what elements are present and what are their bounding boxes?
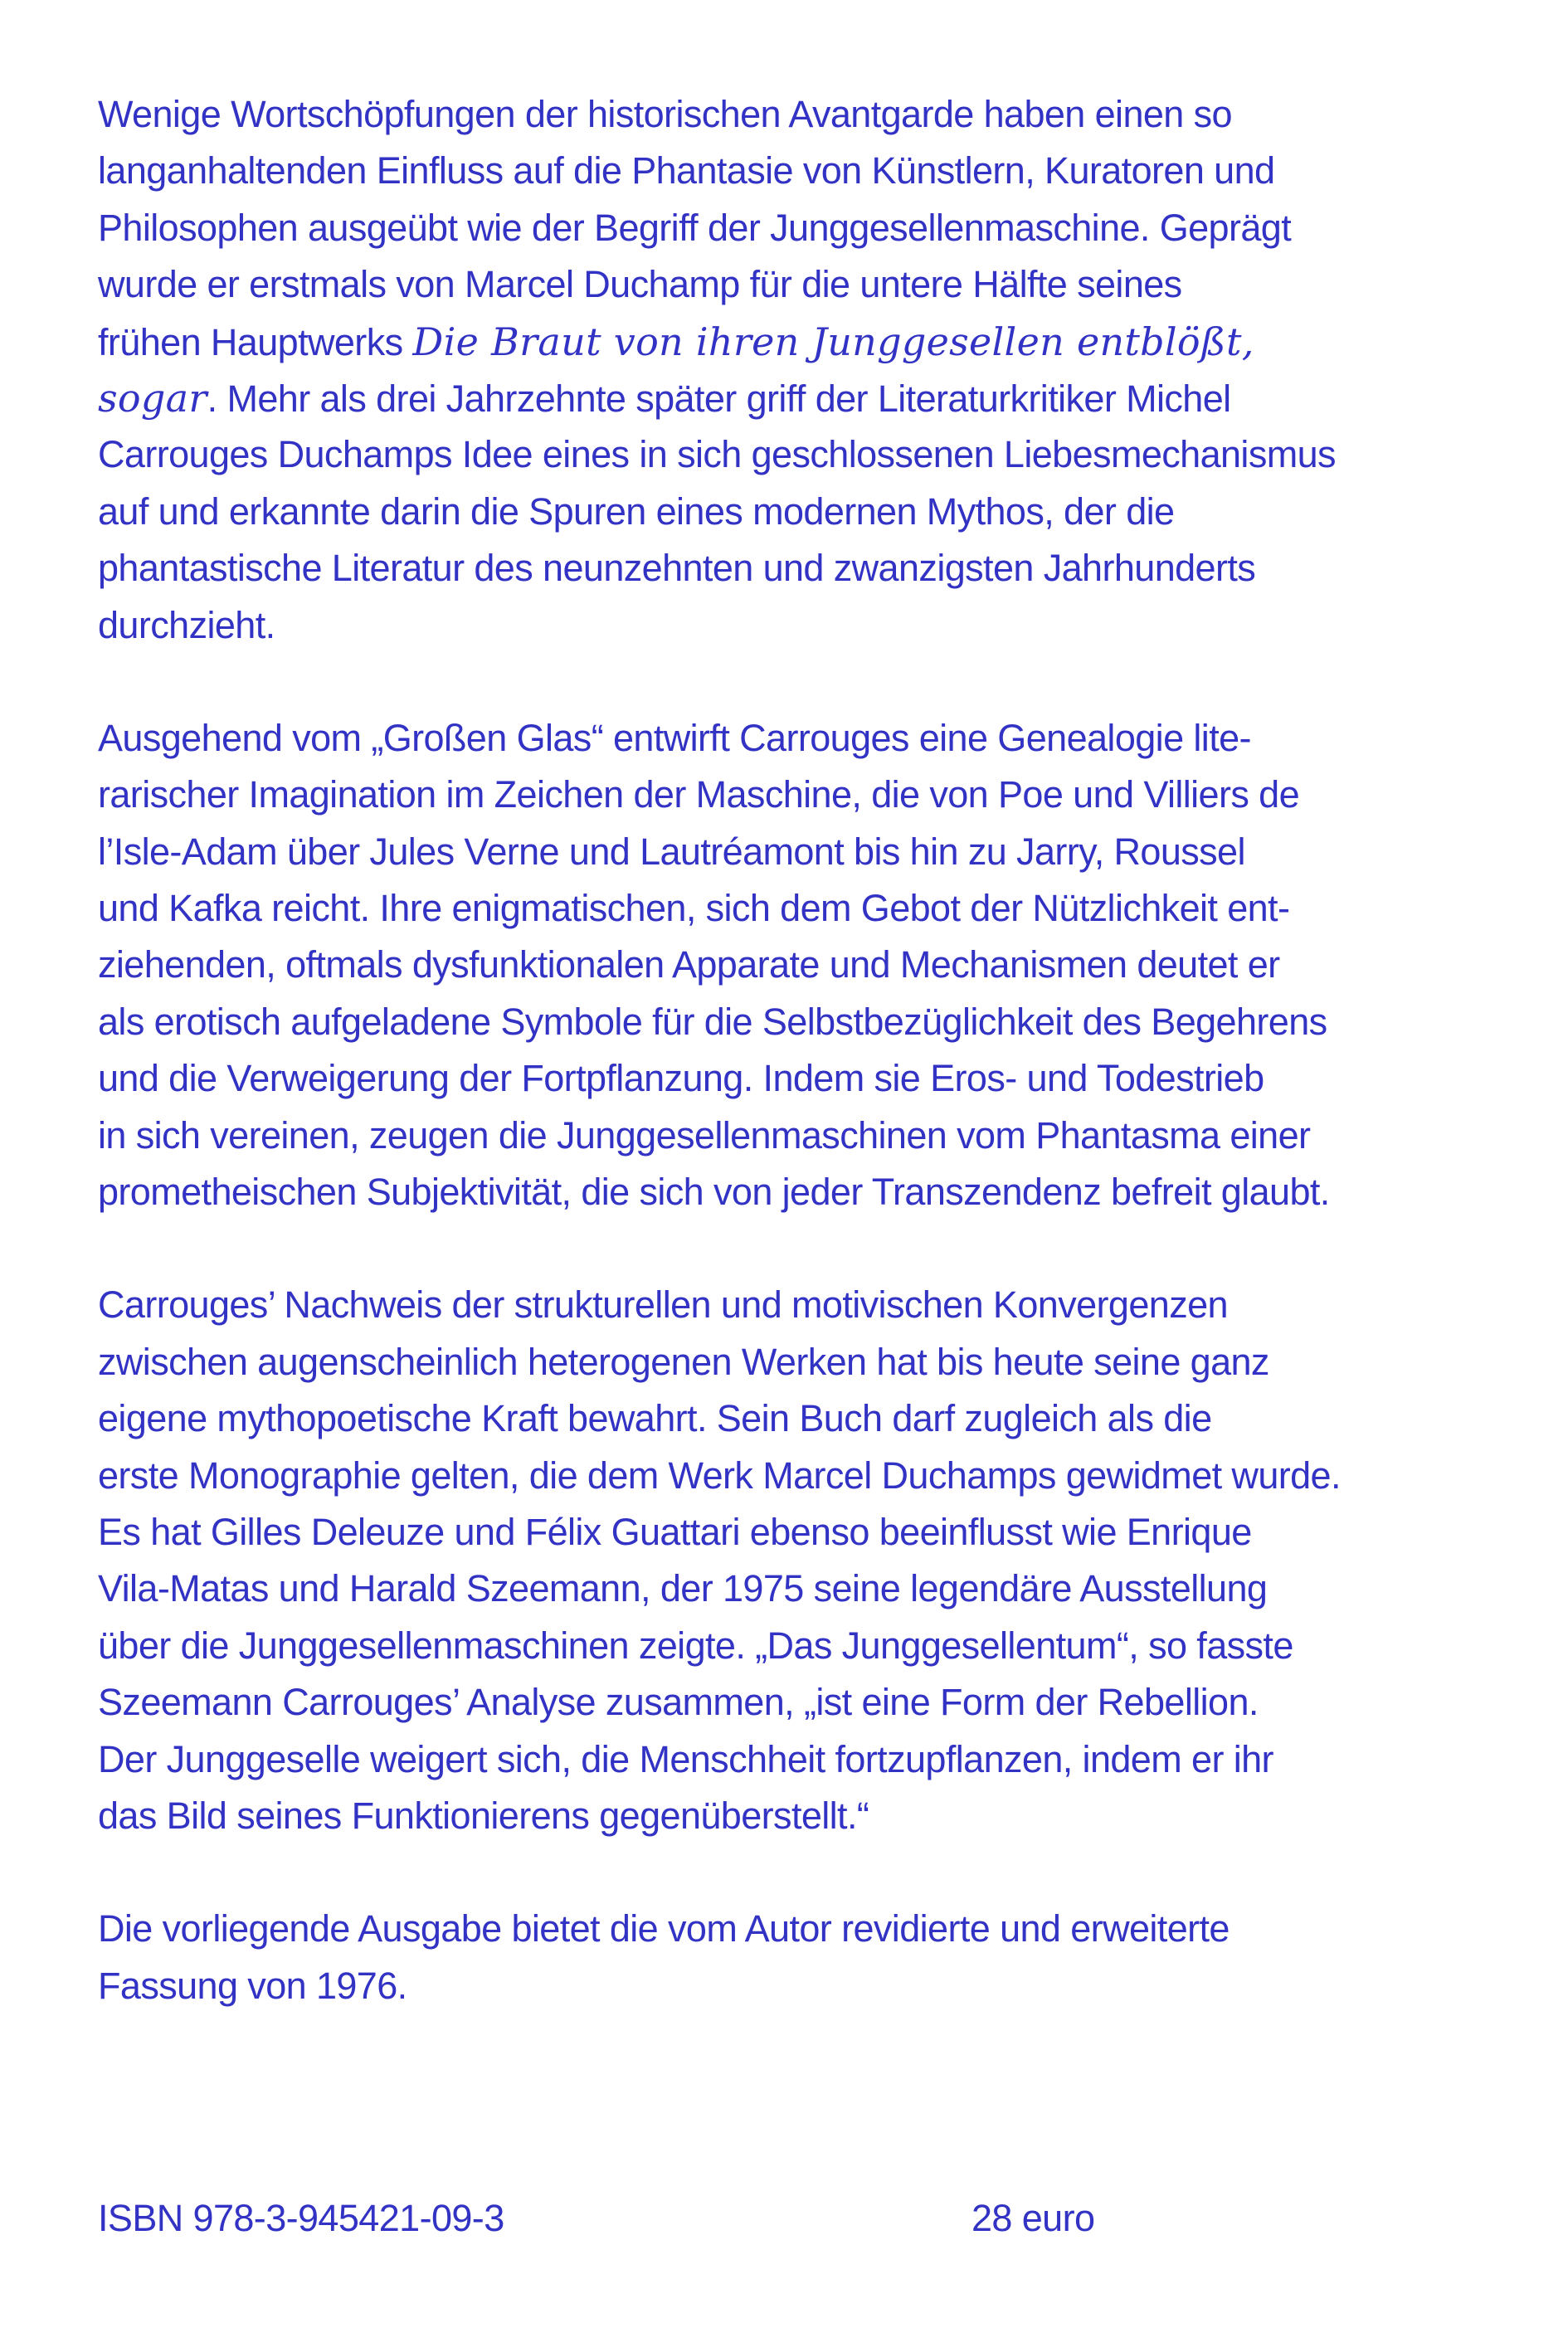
text-line (98, 370, 1458, 426)
text-line (98, 86, 1458, 143)
work-title-script: Die Braut von ihren Junggesellen entblößt, (412, 319, 1254, 364)
text-line (98, 1901, 1458, 1957)
text-line (98, 1561, 1458, 1617)
text-line (98, 937, 1458, 993)
text-run: langanhaltenden Einfluss auf die Phantasie von Künstlern, Kuratoren und (98, 149, 1275, 192)
text-run: . Mehr als drei Jahrzehnte später griff der Literaturkritiker Michel (207, 377, 1231, 420)
text-line (98, 1277, 1458, 1333)
text-run: zwischen augenscheinlich heterogenen Werken hat bis heute seine ganz (98, 1340, 1269, 1383)
text-run: Philosophen ausgeübt wie der Begriff der Junggesellenmaschine. Geprägt (98, 206, 1292, 249)
text-run: Szeemann Carrouges’ Analyse zusammen, „ist eine Form der Rebellion. (98, 1681, 1259, 1724)
text-run: rarischer Imagination im Zeichen der Maschine, die von Poe und Villiers de (98, 773, 1300, 816)
text-run: Es hat Gilles Deleuze und Félix Guattari ebenso beeinflusst wie Enrique (98, 1510, 1252, 1553)
text-run: l’Isle-Adam über Jules Verne und Lautréamont bis hin zu Jarry, Roussel (98, 830, 1245, 873)
text-line (98, 1334, 1458, 1390)
text-line (98, 1108, 1458, 1164)
text-run: Carrouges Duchamps Idee eines in sich geschlossenen Liebesmechanismus (98, 433, 1336, 476)
text-run: ziehenden, oftmals dysfunktionalen Apparate und Mechanismen deutet er (98, 943, 1280, 986)
text-run: erste Monographie gelten, die dem Werk Marcel Duchamps gewidmet wurde. (98, 1454, 1341, 1497)
text-run: wurde er erstmals von Marcel Duchamp für die untere Hälfte seines (98, 263, 1182, 306)
text-line (98, 710, 1458, 767)
text-line (98, 1448, 1458, 1504)
text-run: Ausgehend vom „Großen Glas“ entwirft Carrouges eine Genealogie lite- (98, 716, 1251, 759)
text-run: frühen Hauptwerks (98, 320, 413, 363)
text-run: und die Verweigerung der Fortpflanzung. Indem sie Eros- und Todestrieb (98, 1057, 1264, 1100)
text-line (98, 1618, 1458, 1674)
text-run: über die Junggesellenmaschinen zeigte. „Das Junggesellentum“, so fasste (98, 1624, 1293, 1667)
text-line (98, 1504, 1458, 1561)
text-line (98, 484, 1458, 540)
text-line (98, 1674, 1458, 1731)
text-line (98, 426, 1458, 483)
text-run: durchzieht. (98, 603, 275, 646)
text-run: Carrouges’ Nachweis der strukturellen und motivischen Konvergenzen (98, 1283, 1228, 1327)
text-run: das Bild seines Funktionierens gegenüberstellt.“ (98, 1794, 869, 1837)
text-run: phantastische Literatur des neunzehnten und zwanzigsten Jahrhunderts (98, 547, 1256, 590)
text-line (98, 256, 1458, 313)
text-line (98, 1731, 1458, 1788)
text-run: Fassung von 1976. (98, 1964, 407, 2007)
paragraph-1 (98, 86, 1458, 654)
text-line (98, 1050, 1458, 1107)
text-line (98, 824, 1458, 880)
text-line (98, 994, 1458, 1050)
text-run: in sich vereinen, zeugen die Junggesellenmaschinen vom Phantasma einer (98, 1113, 1311, 1157)
text-line (98, 540, 1458, 597)
text-line (98, 1788, 1458, 1844)
isbn-number: ISBN 978-3-945421-09-3 (98, 2197, 504, 2239)
text-line (98, 880, 1458, 937)
text-run: Wenige Wortschöpfungen der historischen Avantgarde haben einen so (98, 93, 1232, 135)
paragraph-4 (98, 1901, 1458, 2014)
price-label: 28 euro (971, 2197, 1095, 2239)
text-run: und Kafka reicht. Ihre enigmatischen, sich dem Gebot der Nützlichkeit ent- (98, 887, 1290, 930)
work-title-script: sogar (98, 375, 207, 421)
text-line (98, 767, 1458, 823)
text-line (98, 143, 1458, 199)
text-run: Die vorliegende Ausgabe bietet die vom Autor revidierte und erweiterte (98, 1907, 1230, 1950)
text-line (98, 597, 1458, 654)
text-run: Vila-Matas und Harald Szeemann, der 1975 seine legendäre Ausstellung (98, 1567, 1268, 1610)
text-run: auf und erkannte darin die Spuren eines modernen Mythos, der die (98, 489, 1175, 533)
blurb-text (98, 86, 1458, 2071)
text-line (98, 314, 1458, 370)
text-run: prometheischen Subjektivität, die sich von jeder Transzendenz befreit glaubt. (98, 1171, 1330, 1214)
text-line (98, 200, 1458, 256)
paragraph-2 (98, 710, 1458, 1221)
text-run: Der Junggeselle weigert sich, die Menschheit fortzupflanzen, indem er ihr (98, 1737, 1273, 1780)
paragraph-3 (98, 1277, 1458, 1844)
text-run: eigene mythopoetische Kraft bewahrt. Sein Buch darf zugleich als die (98, 1397, 1212, 1440)
text-run: als erotisch aufgeladene Symbole für die Selbstbezüglichkeit des Begehrens (98, 1000, 1327, 1043)
text-line (98, 1958, 1458, 2014)
text-line (98, 1164, 1458, 1220)
text-line (98, 1390, 1458, 1447)
